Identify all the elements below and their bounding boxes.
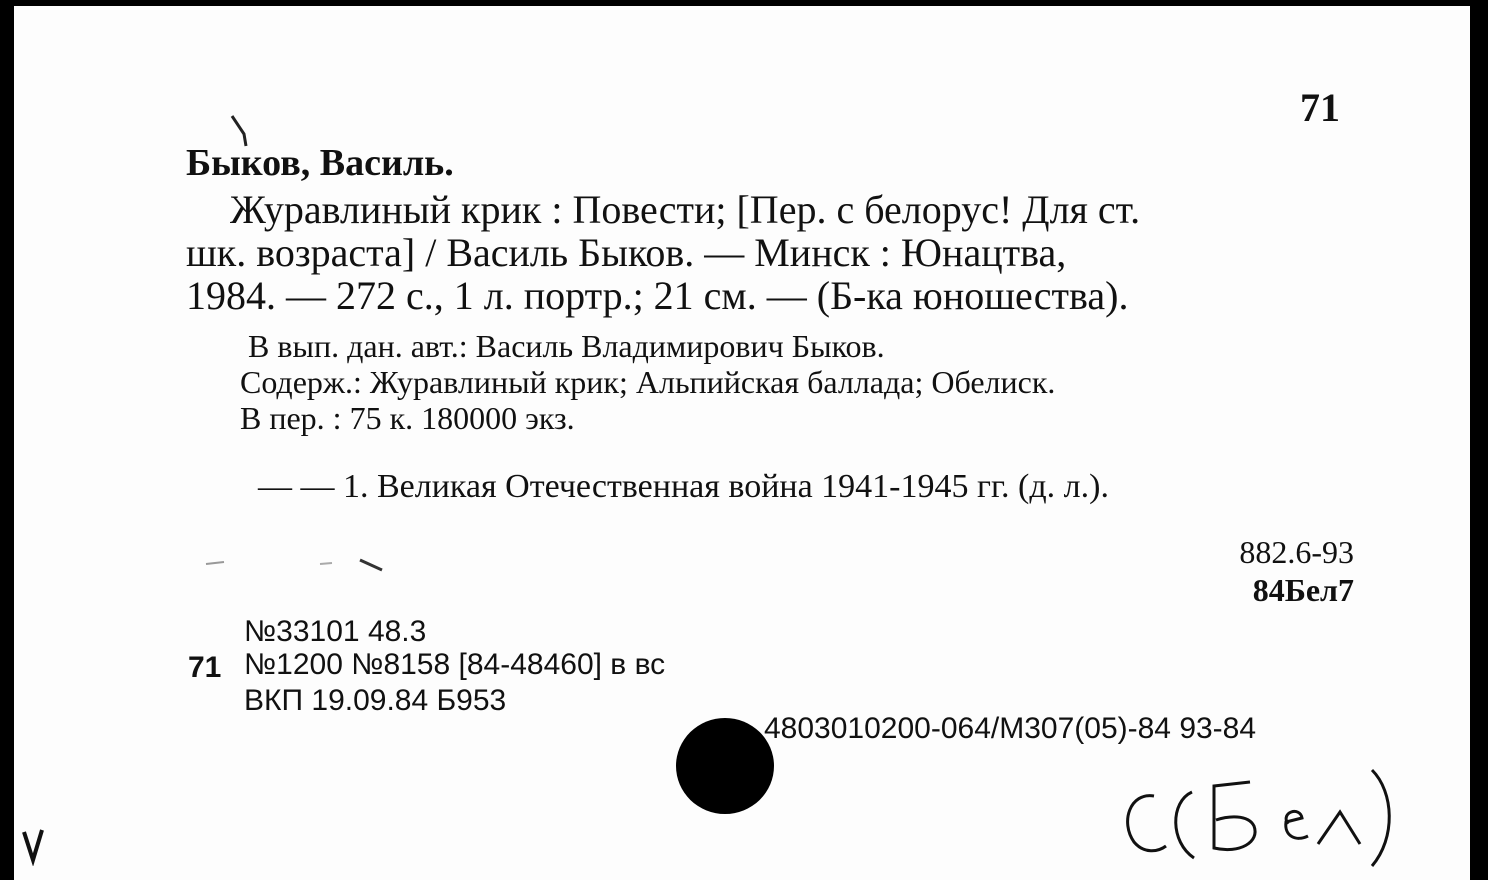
title-line-3: 1984. — 272 с., 1 л. портр.; 21 см. — (Б-ка юношества). — [186, 273, 1129, 318]
author-heading: Быков, Василь. — [186, 142, 454, 184]
classification-code: 84Бел7 — [1252, 572, 1354, 608]
handwritten-note — [1110, 762, 1410, 872]
title-line-2: шк. возраста] / Василь Быков. — Минск : Юнацтва, — [186, 230, 1067, 275]
scan-dash-marks — [200, 552, 390, 576]
title-line-1: Журавлиный крик : Повести; [Пер. с белорус! Для ст. — [230, 187, 1141, 232]
classification-index: 882.6-93 — [1239, 534, 1354, 570]
subject-heading: — — 1. Великая Отечественная война 1941-1945 гг. (д. л.). — [258, 468, 1109, 505]
page-number: 71 — [1300, 85, 1340, 130]
price-note: В пер. : 75 к. 180000 экз. — [240, 400, 575, 436]
contents-note: Содерж.: Журавлиный крик; Альпийская баллада; Обелиск. — [240, 364, 1056, 400]
service-line-1: №33101 48.3 — [244, 615, 427, 648]
author-note: В вып. дан. авт.: Василь Владимирович Быков. — [248, 328, 885, 364]
service-line-2-prefix: 71 — [188, 651, 222, 684]
scan-border-right — [1470, 0, 1488, 880]
service-line-2: №1200 №8158 [84-48460] в вс — [244, 648, 666, 681]
punch-hole — [676, 718, 774, 814]
service-line-3: ВКП 19.09.84 Б953 — [244, 684, 507, 717]
isbn-code: 4803010200-064/М307(05)-84 93-84 — [764, 712, 1257, 745]
margin-check-mark — [20, 826, 50, 866]
scan-border-left — [0, 0, 14, 880]
scan-border-top — [14, 0, 1474, 6]
